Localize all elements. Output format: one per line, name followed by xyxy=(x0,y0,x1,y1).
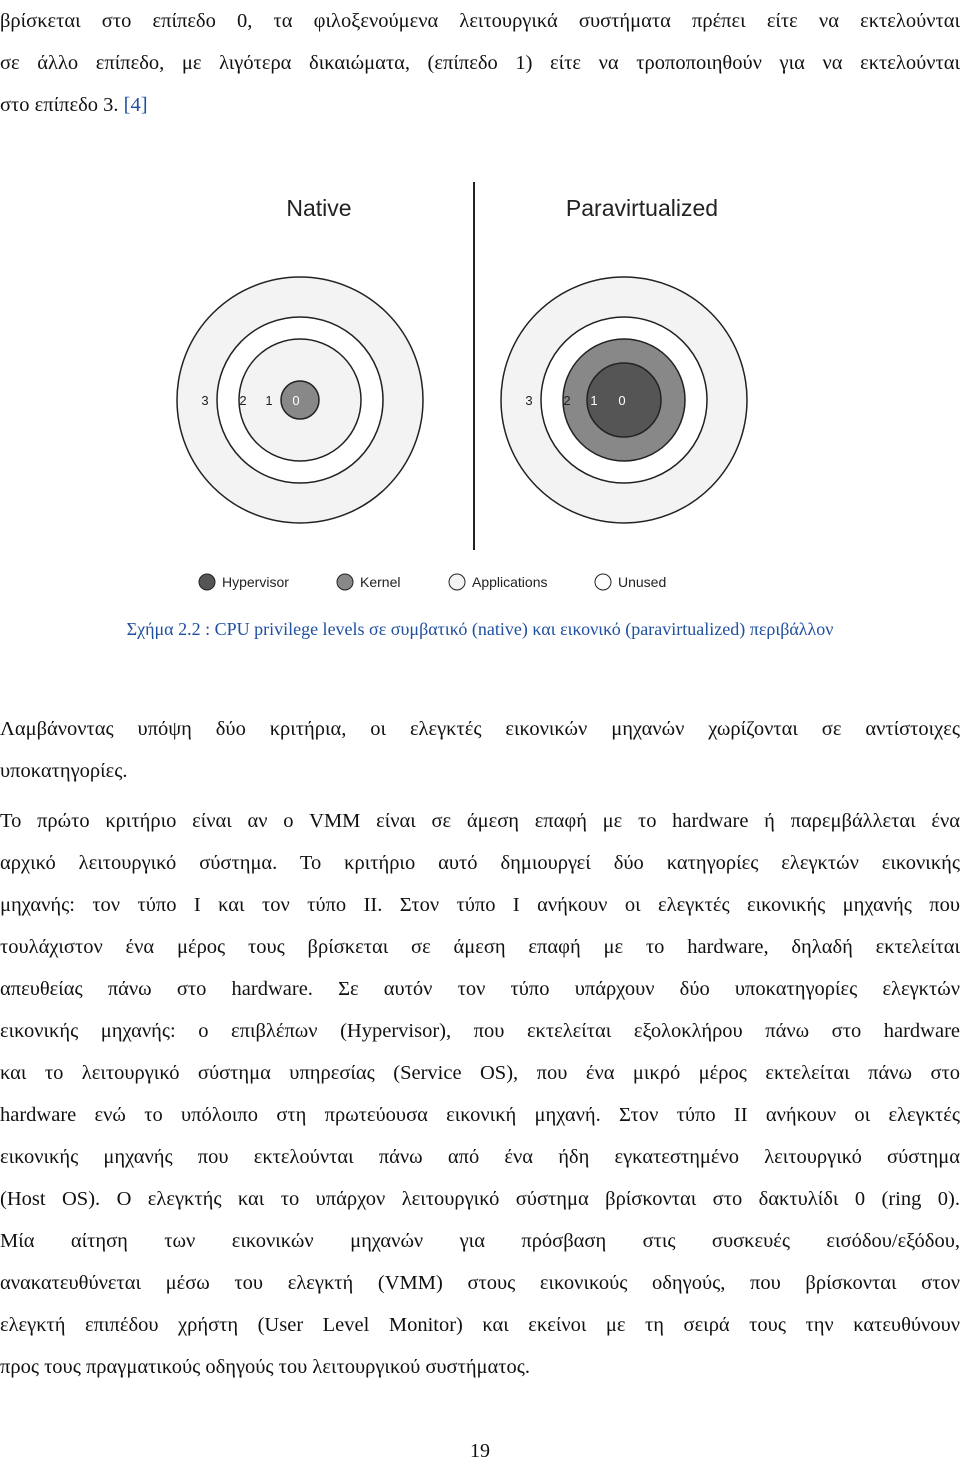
intro-paragraph xyxy=(0,0,960,126)
native-ring-0 xyxy=(281,381,319,419)
text-line: εικονικής μηχανής: ο επιβλέπων (Hypervisor), που εκτελείται εξολοκλήρου πάνω στο hardware xyxy=(0,1020,960,1042)
native-ring-label-3: 3 xyxy=(201,393,209,408)
text-line: μηχανής: τον τύπο Ι και τον τύπο ΙΙ. Στον τύπο Ι ανήκουν οι ελεγκτές εικονικής μηχανής που xyxy=(0,894,960,916)
text-line: υποκατηγορίες. xyxy=(0,760,128,782)
text-line: (Host OS). Ο ελεγκτής και το υπάρχον λειτουργικό σύστημα βρίσκονται στο δακτυλίδι 0 (ring 0). xyxy=(0,1188,960,1210)
text-line: βρίσκεται στο επίπεδο 0, τα φιλοξενούμενα λειτουργικά συστήματα πρέπει είτε να εκτελούνται xyxy=(0,10,960,32)
figure-caption: Σχήμα 2.2 : CPU privilege levels σε συμβατικό (native) και εικονικό (paravirtualized) περιβάλλον xyxy=(126,619,834,639)
legend-swatch-kernel xyxy=(337,574,353,590)
paravirtualized-ring-label-3: 3 xyxy=(525,393,533,408)
text-line: αρχικό λειτουργικό σύστημα. Το κριτήριο αυτό δημιουργεί δύο κατηγορίες ελεγκτών εικονικής xyxy=(0,852,960,874)
text-line: Λαμβάνοντας υπόψη δύο κριτήρια, οι ελεγκτές εικονικών μηχανών χωρίζονται σε αντίστοιχες xyxy=(0,718,960,740)
paragraph-criteria-intro xyxy=(0,708,960,792)
page-number: 19 xyxy=(470,1440,490,1462)
text-line: εικονικής μηχανής που εκτελούνται πάνω από ένα ήδη εγκατεστημένο λειτουργικό σύστημα xyxy=(0,1146,960,1168)
legend-label-hypervisor: Hypervisor xyxy=(222,574,289,590)
paravirtualized-ring-label-0: 0 xyxy=(618,393,626,408)
legend xyxy=(199,574,666,590)
native-title: Native xyxy=(286,195,352,221)
native-ring-label-2: 2 xyxy=(239,393,247,408)
legend-label-applications: Applications xyxy=(472,574,548,590)
text-line: τουλάχιστον ένα μέρος τους βρίσκεται σε άμεση επαφή με το hardware, δηλαδή εκτελείται xyxy=(0,936,960,958)
privilege-levels-figure xyxy=(0,150,960,600)
reference-link[interactable]: [4] xyxy=(123,94,148,116)
text-line: Μία αίτηση των εικονικών μηχανών για πρόσβαση στις συσκευές εισόδου/εξόδου, xyxy=(0,1230,960,1252)
text-line: hardware ενώ το υπόλοιπο στη πρωτεύουσα εικονική μηχανή. Στον τύπο ΙΙ ανήκουν οι ελεγκτές xyxy=(0,1104,960,1126)
text-line: σε άλλο επίπεδο, με λιγότερα δικαιώματα, (επίπεδο 1) είτε να τροποποιηθούν για να εκτελούνται xyxy=(0,52,960,74)
text-line: ανακατευθύνεται μέσω του ελεγκτή (VMM) στους εικονικούς οδηγούς, που βρίσκονται στον xyxy=(0,1272,960,1294)
text-line: προς τους πραγματικούς οδηγούς του λειτουργικού συστήματος. xyxy=(0,1356,531,1378)
text-line: Το πρώτο κριτήριο είναι αν ο VMM είναι σε άμεση επαφή με το hardware ή παρεμβάλλεται ένα xyxy=(0,810,960,832)
legend-label-unused: Unused xyxy=(618,574,667,590)
legend-swatch-unused xyxy=(595,574,611,590)
text-line: και το λειτουργικό σύστημα υπηρεσίας (Service OS), που ένα μικρό μέρος εκτελείται πάνω στο xyxy=(0,1062,960,1084)
text-line-content: στο επίπεδο 3. xyxy=(0,94,119,116)
text-line: απευθείας πάνω στο hardware. Σε αυτόν τον τύπο υπάρχουν δύο υποκατηγορίες ελεγκτών xyxy=(0,978,960,1000)
paravirtualized-title: Paravirtualized xyxy=(565,195,719,221)
native-ring-label-1: 1 xyxy=(265,393,273,408)
native-ring-label-0: 0 xyxy=(292,393,300,408)
text-line xyxy=(0,84,960,126)
legend-label-kernel: Kernel xyxy=(360,574,401,590)
legend-swatch-hypervisor xyxy=(199,574,215,590)
text-line: ελεγκτή επιπέδου χρήστη (User Level Monitor) και εκείνοι με τη σειρά τους την κατευθύνουν xyxy=(0,1314,960,1336)
paragraph-first-criterion xyxy=(0,800,960,1388)
privilege-rings-diagram xyxy=(0,150,960,600)
legend-swatch-applications xyxy=(449,574,465,590)
paravirtualized-ring-label-1: 1 xyxy=(590,393,598,408)
paravirtualized-ring-label-2: 2 xyxy=(563,393,571,408)
